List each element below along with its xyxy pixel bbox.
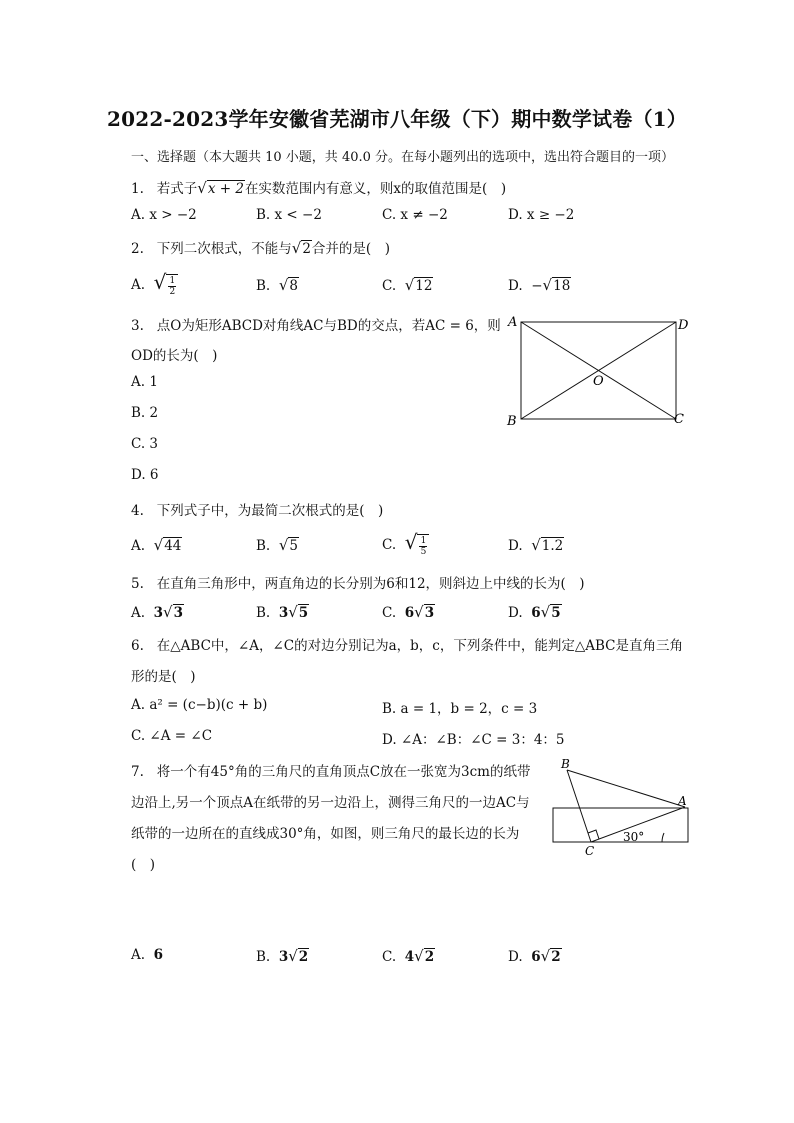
sqrt-expression: √2	[291, 239, 311, 257]
center-label-o: O	[593, 374, 604, 389]
q1-option-b[interactable]: B. x < −2	[256, 207, 322, 223]
question-text-pre: 若式子	[156, 181, 198, 197]
angle-arc	[662, 833, 664, 842]
question-text-pre: 下列二次根式，不能与	[156, 241, 292, 257]
q6-option-c[interactable]: C. ∠A = ∠C	[131, 728, 213, 744]
rectangle-figure	[500, 308, 700, 433]
question-text-line4: ( )	[131, 857, 156, 873]
question-number: 4.	[131, 503, 144, 519]
question-6	[131, 634, 683, 654]
question-text-line2: 边沿上,另一个顶点A在纸带的另一边沿上，测得三角尺的一边AC与	[131, 795, 530, 811]
q6-option-b[interactable]: B. a = 1，b = 2，c = 3	[382, 701, 538, 717]
question-text-line2: 形的是( )	[131, 669, 196, 685]
q6-option-d[interactable]: D. ∠A：∠B：∠C = 3：4：5	[382, 732, 565, 748]
question-7	[131, 760, 530, 780]
question-5	[131, 572, 585, 592]
q3-option-b[interactable]: B. 2	[131, 405, 159, 421]
question-number: 1.	[131, 181, 144, 197]
q5-option-a[interactable]: A. 3√3	[131, 603, 184, 621]
vertex-label-b: B	[507, 414, 517, 429]
vertex-label-c: C	[674, 412, 684, 427]
triangle-ruler-figure	[548, 755, 694, 860]
q4-option-d[interactable]: D. √1.2	[508, 536, 564, 554]
q2-option-a[interactable]: A. √ $\frac{1}{2}$	[131, 270, 178, 297]
q3-option-c[interactable]: C. 3	[131, 436, 159, 452]
side-ba	[567, 770, 685, 807]
sqrt-expression: √x + 2	[197, 179, 244, 197]
q3-option-d[interactable]: D. 6	[131, 467, 159, 483]
q7-option-d[interactable]: D. 6√2	[508, 947, 561, 965]
side-bc	[567, 770, 591, 842]
question-3	[131, 314, 501, 334]
angle-label: 30°	[623, 830, 645, 844]
question-text-line1: 点O为矩形ABCD对角线AC与BD的交点，若AC = 6，则	[156, 318, 501, 334]
q5-option-d[interactable]: D. 6√5	[508, 603, 561, 621]
q1-option-a[interactable]: A. x > −2	[131, 207, 197, 223]
question-1	[131, 177, 506, 197]
question-text-line3: 纸带的一边所在的直线成30°角，如图，则三角尺的最长边的长为	[131, 826, 520, 842]
q2-option-d[interactable]: D. −√18	[508, 276, 571, 294]
q4-option-c[interactable]: C. √ $\frac{1}{5}$	[382, 530, 429, 557]
q1-option-d[interactable]: D. x ≥ −2	[508, 207, 575, 223]
vertex-label-d: D	[678, 318, 689, 333]
question-text-post: 合并的是( )	[311, 241, 390, 257]
question-number: 2.	[131, 241, 144, 257]
q7-option-a[interactable]: A. 6	[131, 947, 164, 963]
q7-option-c[interactable]: C. 4√2	[382, 947, 435, 965]
q4-option-b[interactable]: B. √5	[256, 536, 298, 554]
q2-option-c[interactable]: C. √12	[382, 276, 433, 294]
question-text-post: 在实数范围内有意义，则x的取值范围是( )	[244, 181, 507, 197]
q1-option-c[interactable]: C. x ≠ −2	[382, 207, 448, 223]
section-heading: 一、选择题（本大题共 10 小题，共 40.0 分。在每小题列出的选项中，选出符合题目的一项）	[131, 150, 675, 165]
q3-option-a[interactable]: A. 1	[131, 374, 158, 390]
question-number: 7.	[131, 764, 144, 780]
question-number: 6.	[131, 638, 144, 654]
question-2	[131, 237, 390, 257]
question-text-line2: OD的长为( )	[131, 348, 218, 364]
question-text-line1: 在△ABC中，∠A，∠C的对边分别记为a，b，c，下列条件中，能判定△ABC是直角三角	[156, 638, 683, 654]
question-text-line1: 将一个有45°角的三角尺的直角顶点C放在一张宽为3cm的纸带	[156, 764, 531, 780]
question-text: 在直角三角形中，两直角边的长分别为6和12，则斜边上中线的长为( )	[156, 576, 585, 592]
vertex-label-b: B	[561, 757, 570, 771]
question-text: 下列式子中，为最简二次根式的是( )	[156, 503, 384, 519]
vertex-label-a: A	[508, 315, 518, 330]
question-number: 5.	[131, 576, 144, 592]
q2-option-b[interactable]: B. √8	[256, 276, 298, 294]
q5-option-b[interactable]: B. 3√5	[256, 603, 309, 621]
q7-option-b[interactable]: B. 3√2	[256, 947, 309, 965]
question-number: 3.	[131, 318, 144, 334]
vertex-label-c: C	[585, 844, 595, 858]
q5-option-c[interactable]: C. 6√3	[382, 603, 435, 621]
vertex-label-a: A	[678, 794, 687, 808]
q6-option-a[interactable]: A. a² = (c−b)(c + b)	[131, 697, 268, 713]
question-4	[131, 499, 383, 519]
page-title: 2022-2023学年安徽省芜湖市八年级（下）期中数学试卷（1）	[107, 107, 687, 131]
q4-option-a[interactable]: A. √44	[131, 536, 182, 554]
